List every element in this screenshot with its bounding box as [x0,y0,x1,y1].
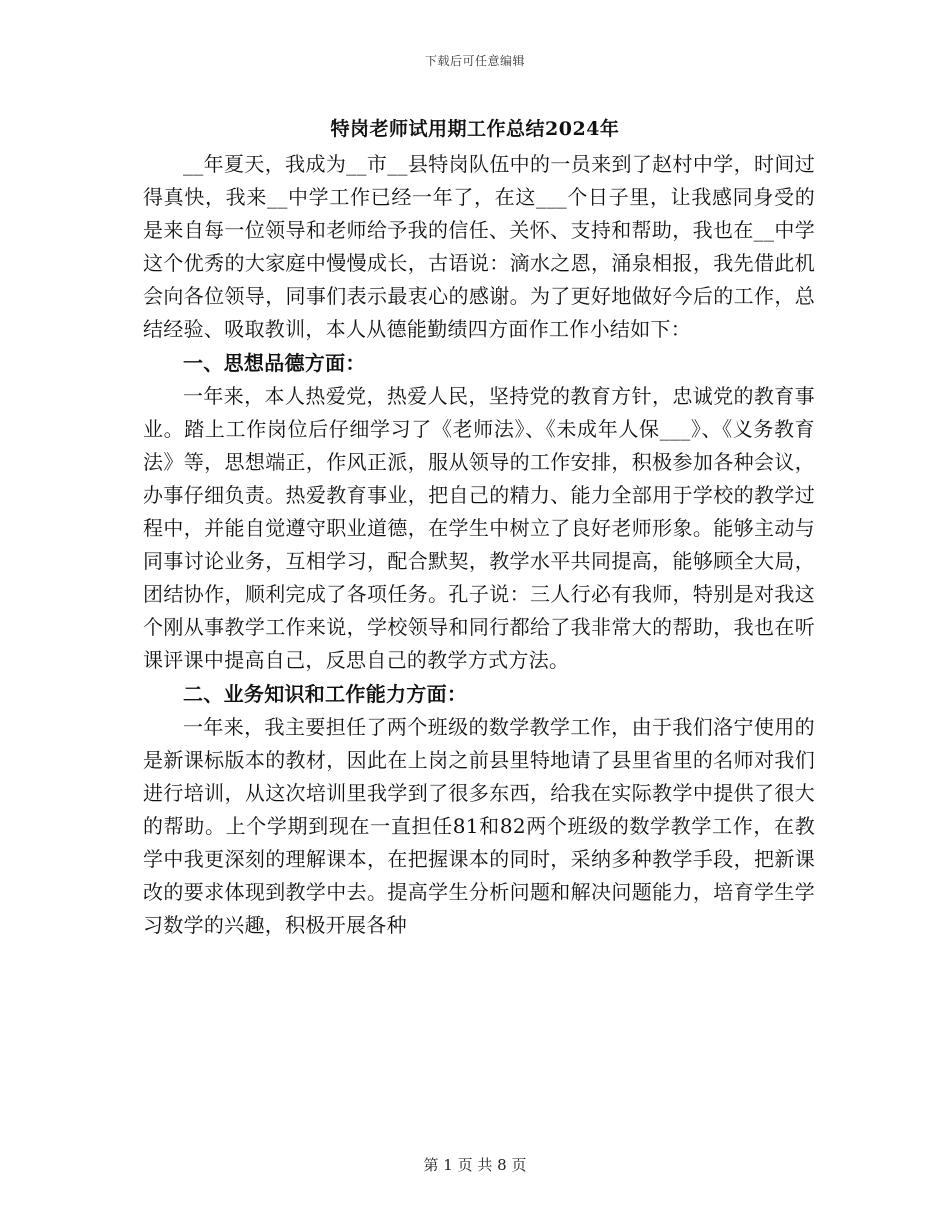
intro-paragraph: __年夏天，我成为__市__县特岗队伍中的一员来到了赵村中学，时间过得真快，我来__中学工作已经一年了，在这___个日子里，让我感同身受的是来自每一位领导和老师给予我的信任、关怀、支持和帮助，我也在__中学这个优秀的大家庭中慢慢成长，古语说：滴水之恩，涌泉相报，我先借此机会向各位领导，同事们表示最衷心的感谢。为了更好地做好今后的工作，总结经验、吸取教训，本人从德能勤绩四方面作工作小结如下： [143,152,815,342]
page-number: 第 1 页 共 8 页 [423,1156,527,1174]
section-paragraph-moral: 一年来，本人热爱党，热爱人民，坚持党的教育方针，忠诚党的教育事业。踏上工作岗位后仔细学习了《老师法》、《未成年人保___》、《义务教育法》等，思想端正，作风正派，服从领导的工作安排，积极参加各种会议，办事仔细负责。热爱教育事业，把自己的精力、能力全部用于学校的教学过程中，并能自觉遵守职业道德，在学生中树立了良好老师形象。能够主动与同事讨论业务，互相学习，配合默契，教学水平共同提高，能够顾全大局，团结协作，顺利完成了各项任务。孔子说：三人行必有我师，特别是对我这个刚从事教学工作来说，学校领导和同行都给了我非常大的帮助，我也在听课评课中提高自己，反思自己的教学方式方法。 [143,383,815,673]
document-title: 特岗老师试用期工作总结2024年 [330,118,620,140]
page-header-note: 下载后可任意编辑 [424,54,525,68]
section-paragraph-ability: 一年来，我主要担任了两个班级的数学教学工作，由于我们洛宁使用的是新课标版本的教材，因此在上岗之前县里特地请了县里省里的名师对我们进行培训，从这次培训里我学到了很多东西，给我在实际教学中提供了很大的帮助。上个学期到现在一直担任81和82两个班级的数学教学工作，在教学中我更深刻的理解课本，在把握课本的同时，采纳多种教学手段，把新课改的要求体现到教学中去。提高学生分析问题和解决问题能力，培育学生学习数学的兴趣，积极开展各种 [143,714,815,938]
section-heading-moral: 一、思想品德方面： [183,350,366,375]
document-body [143,148,815,942]
section-heading-ability: 二、业务知识和工作能力方面： [183,681,468,706]
